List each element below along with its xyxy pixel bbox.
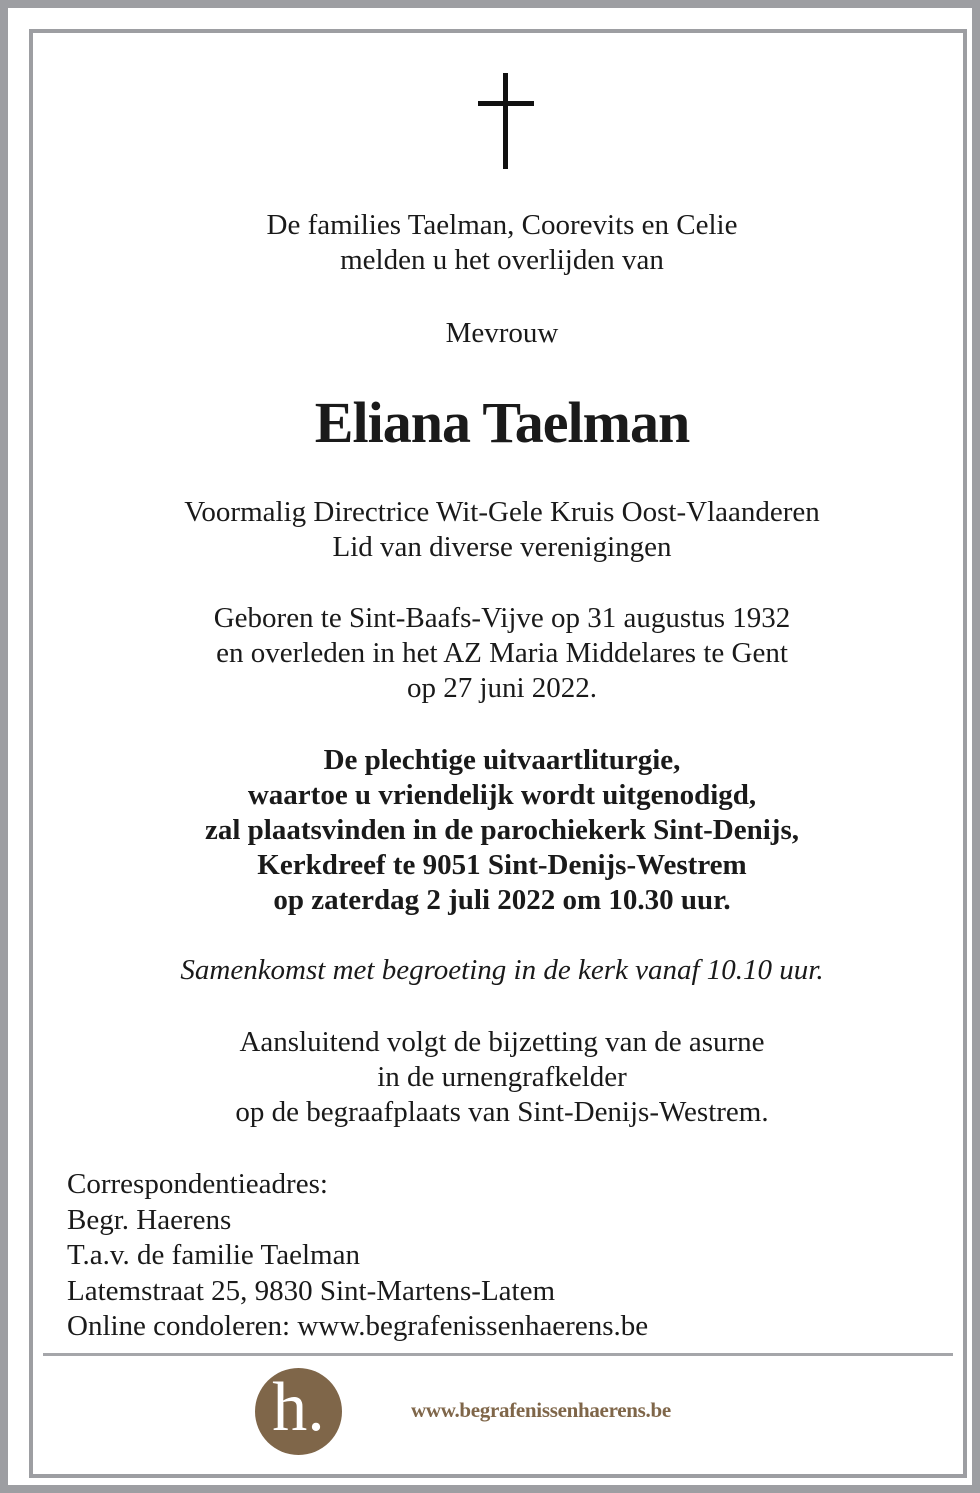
notice-card	[29, 29, 967, 1478]
salutation: Mevrouw	[445, 317, 559, 349]
page-frame	[8, 8, 972, 1485]
website-link[interactable]: www.begrafenissenhaerens.be	[411, 1398, 671, 1422]
gathering-note: Samenkomst met begroeting in de kerk vanaf 10.10 uur.	[180, 954, 824, 986]
life-details: Geboren te Sint-Baafs-Vijve op 31 augustus 1932 en overleden in het AZ Maria Middelares te Gent op 27 juni 2022.	[213, 602, 791, 704]
deceased-name: Eliana Taelman	[314, 390, 690, 455]
divider	[43, 1353, 953, 1356]
intro: De families Taelman, Coorevits en Celie melden u het overlijden van	[266, 209, 738, 276]
cross-icon	[478, 73, 534, 169]
roles: Voormalig Directrice Wit-Gele Kruis Oost-Vlaanderen Lid van diverse verenigingen	[184, 496, 820, 563]
ceremony-details: De plechtige uitvaartliturgie, waartoe u vriendelijk wordt uitgenodigd, zal plaatsvinden in de parochiekerk Sint-Denijs, Kerkdreef te 9051 Sint-Denijs-Westrem op zaterdag 2 juli 2022 om 10.30 uur.	[204, 744, 800, 916]
correspondence: Correspondentieadres: Begr. Haerens T.a.v. de familie Taelman Latemstraat 25, 9830 Sint-Martens-Latem Online condoleren: www.begrafenissenhaerens.be	[67, 1168, 649, 1342]
burial-details: Aansluitend volgt de bijzetting van de asurne in de urnengrafkelder op de begraafplaats van Sint-Denijs-Westrem.	[235, 1026, 769, 1128]
haerens-logo: h.	[255, 1368, 342, 1455]
